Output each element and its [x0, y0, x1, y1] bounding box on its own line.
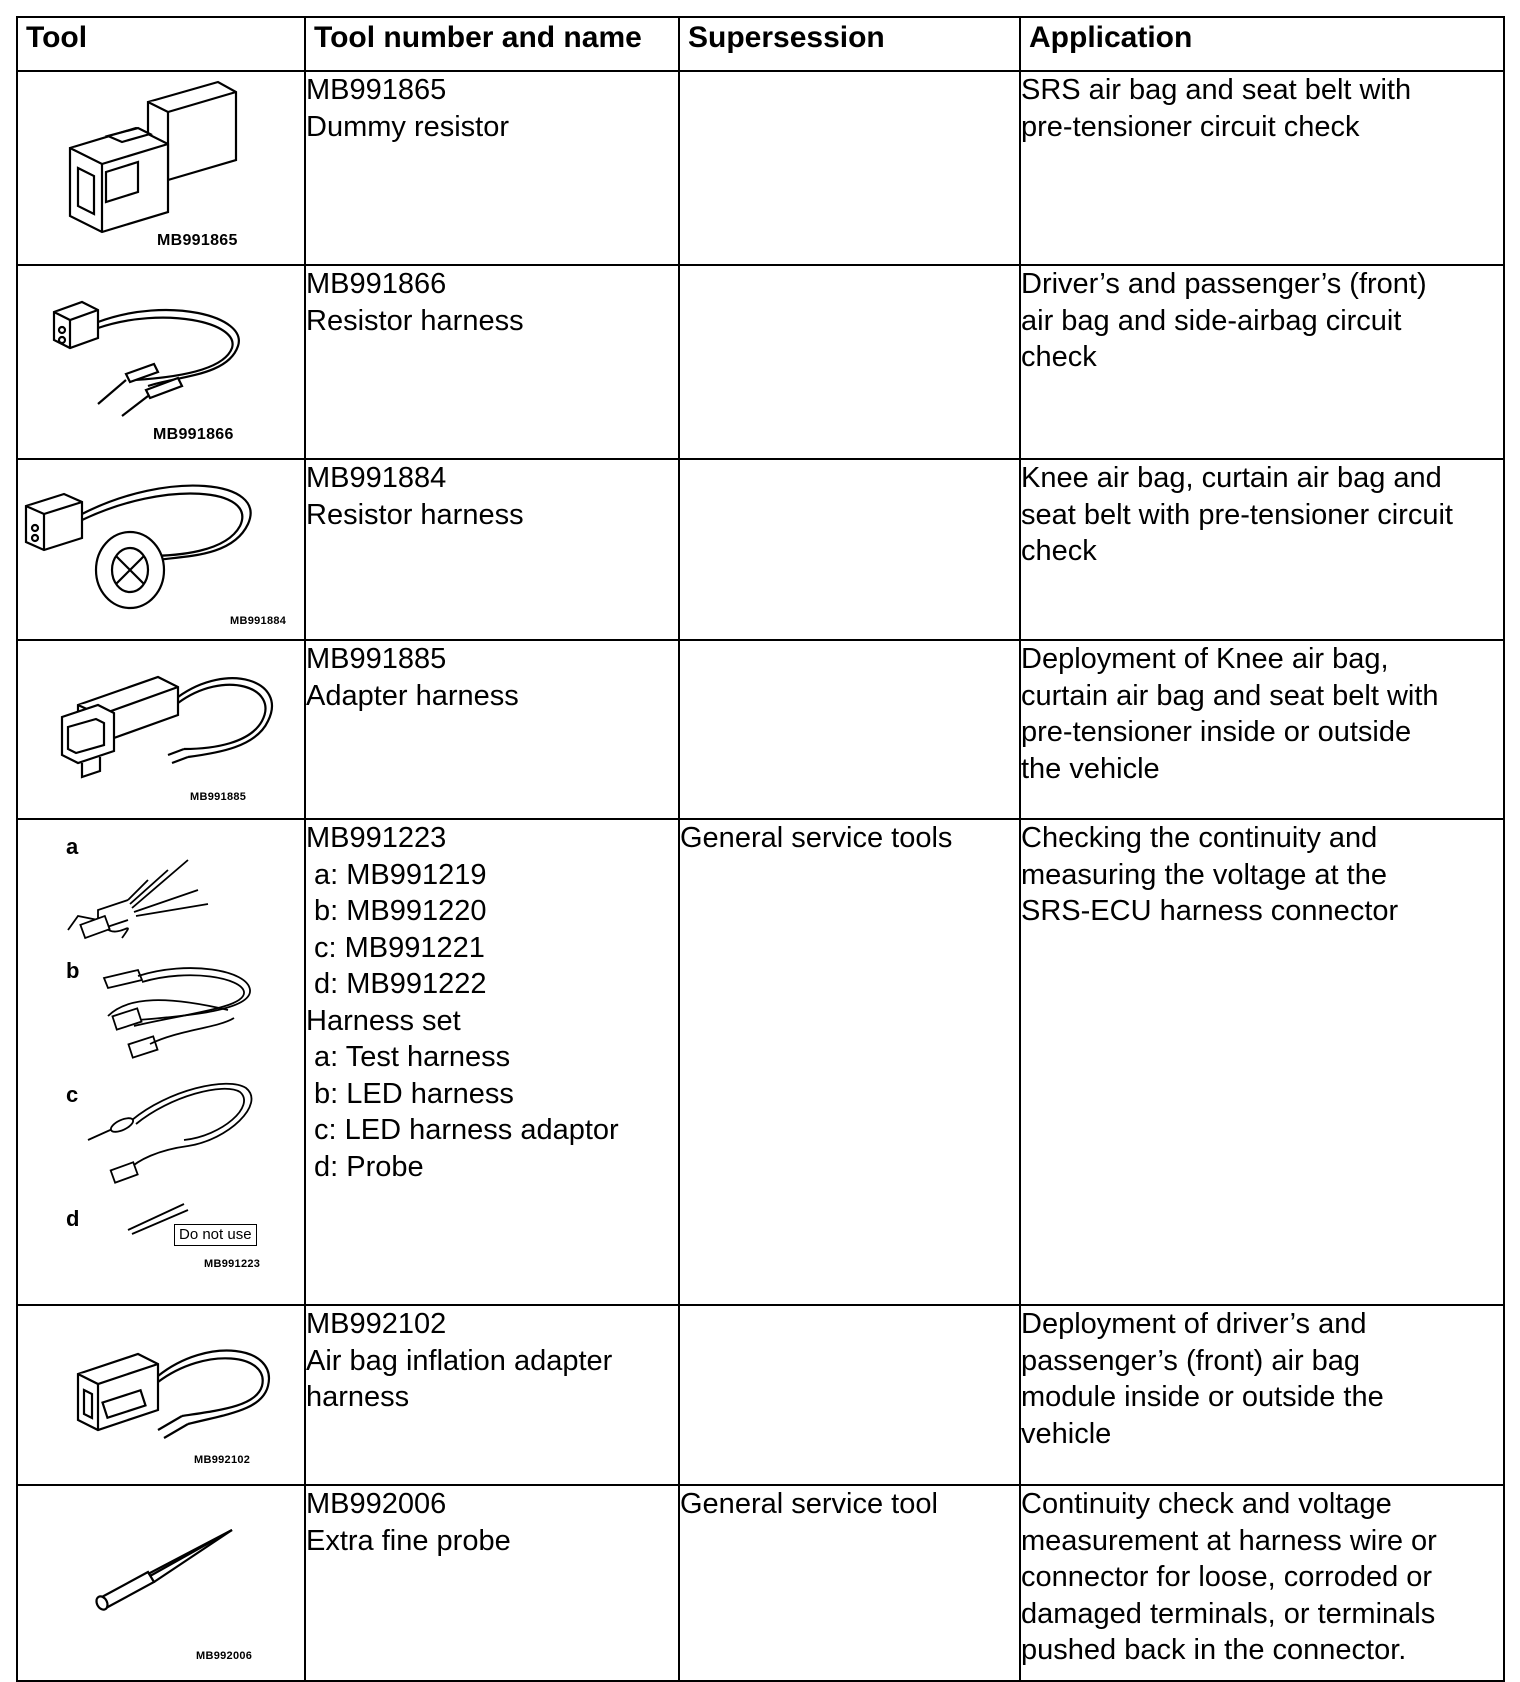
tool-image-cell [17, 1305, 305, 1485]
application-cell: Deployment of Knee air bag, curtain air bag and seat belt with pre-tensioner inside or outside the vehicle [1020, 640, 1504, 819]
image-letter-a: a [66, 834, 79, 859]
tool-number: MB992006 [306, 1488, 447, 1520]
extra-fine-probe-illustration [18, 1486, 304, 1680]
supersession-cell [679, 459, 1020, 640]
image-label: MB991223 [204, 1258, 261, 1270]
table-row [17, 1485, 1504, 1681]
supersession-cell [679, 71, 1020, 265]
header-tool: Tool [17, 17, 305, 71]
application-cell: Driver’s and passenger’s (front) air bag and side-airbag circuit check [1020, 265, 1504, 459]
adapter-harness-illustration [18, 641, 304, 818]
tool-number: MB991223 [306, 822, 447, 854]
header-row [17, 17, 1504, 71]
image-letter-d: d [66, 1206, 80, 1231]
tool-number-name-cell [305, 265, 679, 459]
tool-name: Adapter harness [306, 679, 519, 712]
tool-name: harness [306, 1381, 410, 1413]
inflation-adapter-harness-illustration [18, 1306, 304, 1484]
component-number: d: MB991222 [314, 968, 487, 1000]
component-number: b: MB991220 [314, 895, 487, 927]
table-row [17, 459, 1504, 640]
tool-number-name-cell [305, 1485, 679, 1681]
tool-number-name-cell [305, 640, 679, 819]
tool-name: Resistor harness [306, 498, 524, 531]
tool-number: MB992102 [306, 1308, 447, 1340]
tool-number-name-cell [305, 819, 679, 1305]
table-row [17, 265, 1504, 459]
application-cell: Deployment of driver’s and passenger’s (front) air bag module inside or outside the vehicle [1020, 1305, 1504, 1485]
application-cell: Checking the continuity and measuring the voltage at the SRS-ECU harness connector [1020, 819, 1504, 1305]
table-row [17, 1305, 1504, 1485]
tool-name: Extra fine probe [306, 1524, 511, 1557]
image-letter-b: b [66, 958, 80, 983]
tool-name: Resistor harness [306, 304, 524, 337]
tool-number: MB991885 [306, 643, 447, 675]
tool-number: MB991866 [306, 268, 447, 300]
image-label: MB991884 [230, 615, 287, 627]
tool-image-cell [17, 640, 305, 819]
supersession-cell: General service tool [679, 1485, 1020, 1681]
tool-image-cell [17, 819, 305, 1305]
component-name: d: Probe [314, 1150, 424, 1183]
table-row [17, 640, 1504, 819]
supersession-cell [679, 1305, 1020, 1485]
special-tools-table [16, 16, 1505, 1682]
component-name: b: LED harness [314, 1077, 514, 1110]
table-row [17, 819, 1504, 1305]
tool-name: Dummy resistor [306, 110, 510, 143]
application-cell: SRS air bag and seat belt with pre-tensioner circuit check [1020, 71, 1504, 265]
component-number: a: MB991219 [314, 858, 487, 891]
tool-image-cell [17, 459, 305, 640]
resistor-harness-illustration [18, 460, 304, 639]
table-row [17, 71, 1504, 265]
image-letter-c: c [66, 1082, 79, 1107]
application-cell: Continuity check and voltage measurement at harness wire or connector for loose, corroded or damaged terminals, or terminals pushed back in the connector. [1020, 1485, 1504, 1681]
header-supersession: Supersession [679, 17, 1020, 71]
image-label: MB991885 [190, 791, 247, 803]
tool-image-cell [17, 1485, 305, 1681]
tool-image-cell [17, 71, 305, 265]
component-name: a: Test harness [314, 1041, 511, 1073]
component-name: c: LED harness adaptor [314, 1114, 619, 1146]
header-tool-number-name: Tool number and name [305, 17, 679, 71]
tool-number: MB991865 [306, 74, 447, 106]
supersession-cell [679, 640, 1020, 819]
tool-number: MB991884 [306, 462, 447, 494]
do-not-use-note: Do not use [174, 1224, 257, 1246]
harness-set-illustration [18, 820, 304, 1304]
tool-number-name-cell [305, 71, 679, 265]
component-number: c: MB991221 [314, 931, 485, 964]
supersession-cell [679, 265, 1020, 459]
header-application: Application [1020, 17, 1504, 71]
tool-name: Air bag inflation adapter [306, 1344, 613, 1377]
supersession-cell: General service tools [679, 819, 1020, 1305]
tool-name: Harness set [306, 1004, 461, 1037]
image-label: MB992006 [196, 1650, 253, 1662]
image-label: MB991865 [157, 232, 238, 249]
tool-number-name-cell [305, 1305, 679, 1485]
image-label: MB992102 [194, 1454, 251, 1466]
image-label: MB991866 [153, 426, 234, 443]
tool-number-name-cell [305, 459, 679, 640]
tool-image-cell [17, 265, 305, 459]
application-cell: Knee air bag, curtain air bag and seat belt with pre-tensioner circuit check [1020, 459, 1504, 640]
